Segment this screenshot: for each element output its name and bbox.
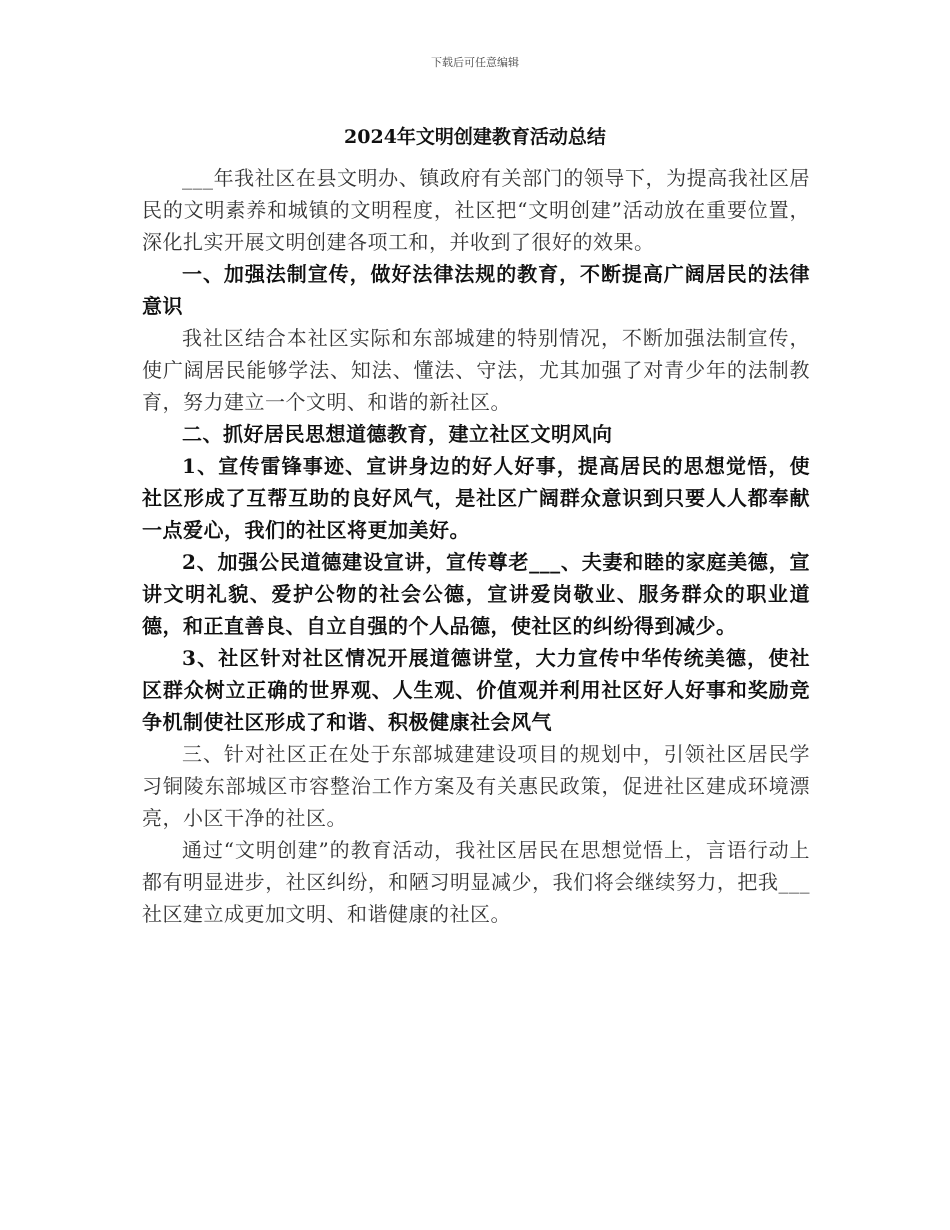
section-heading-moral-education: 二、抓好居民思想道德教育，建立社区文明风向 (182, 422, 613, 446)
page-header-note: 下载后可任意编辑 (431, 56, 519, 69)
section-heading-legal-education: 一、加强法制宣传，做好法律法规的教育，不断提高广阔居民的法律意识 (142, 262, 810, 318)
paragraph-legal-education: 我社区结合本社区实际和东部城建的特别情况，不断加强法制宣传，使广阔居民能够学法、知法、懂法、守法，尤其加强了对青少年的法制教育，努力建立一个文明、和谐的新社区。 (142, 326, 810, 414)
paragraph-section-3: 三、针对社区正在处于东部城建建设项目的规划中，引领社区居民学习铜陵东部城区市容整治工作方案及有关惠民政策，促进社区建成环境漂亮，小区干净的社区。 (142, 742, 810, 830)
paragraph-item-1: 1、宣传雷锋事迹、宣讲身边的好人好事，提高居民的思想觉悟，使社区形成了互帮互助的良好风气，是社区广阔群众意识到只要人人都奉献一点爱心，我们的社区将更加美好。 (142, 454, 810, 542)
document-title: 2024年文明创建教育活动总结 (344, 126, 606, 148)
paragraph-conclusion: 通过“文明创建”的教育活动，我社区居民在思想觉悟上，言语行动上都有明显进步，社区纠纷，和陋习明显减少，我们将会继续努力，把我___社区建立成更加文明、和谐健康的社区。 (142, 838, 810, 926)
paragraph-item-2: 2、加强公民道德建设宣讲，宣传尊老___、夫妻和睦的家庭美德，宣讲文明礼貌、爱护公物的社会公德，宣讲爱岗敬业、服务群众的职业道德，和正直善良、自立自强的个人品德，使社区的纠纷得到减少。 (142, 550, 810, 638)
paragraph-item-3: 3、社区针对社区情况开展道德讲堂，大力宣传中华传统美德，使社区群众树立正确的世界观、人生观、价值观并利用社区好人好事和奖励竞争机制使社区形成了和谐、积极健康社会风气 (142, 646, 810, 734)
paragraph-intro: ___年我社区在县文明办、镇政府有关部门的领导下，为提高我社区居民的文明素养和城镇的文明程度，社区把“文明创建”活动放在重要位置，深化扎实开展文明创建各项工和，并收到了很好的效果。 (142, 166, 810, 254)
document-body (142, 162, 810, 930)
